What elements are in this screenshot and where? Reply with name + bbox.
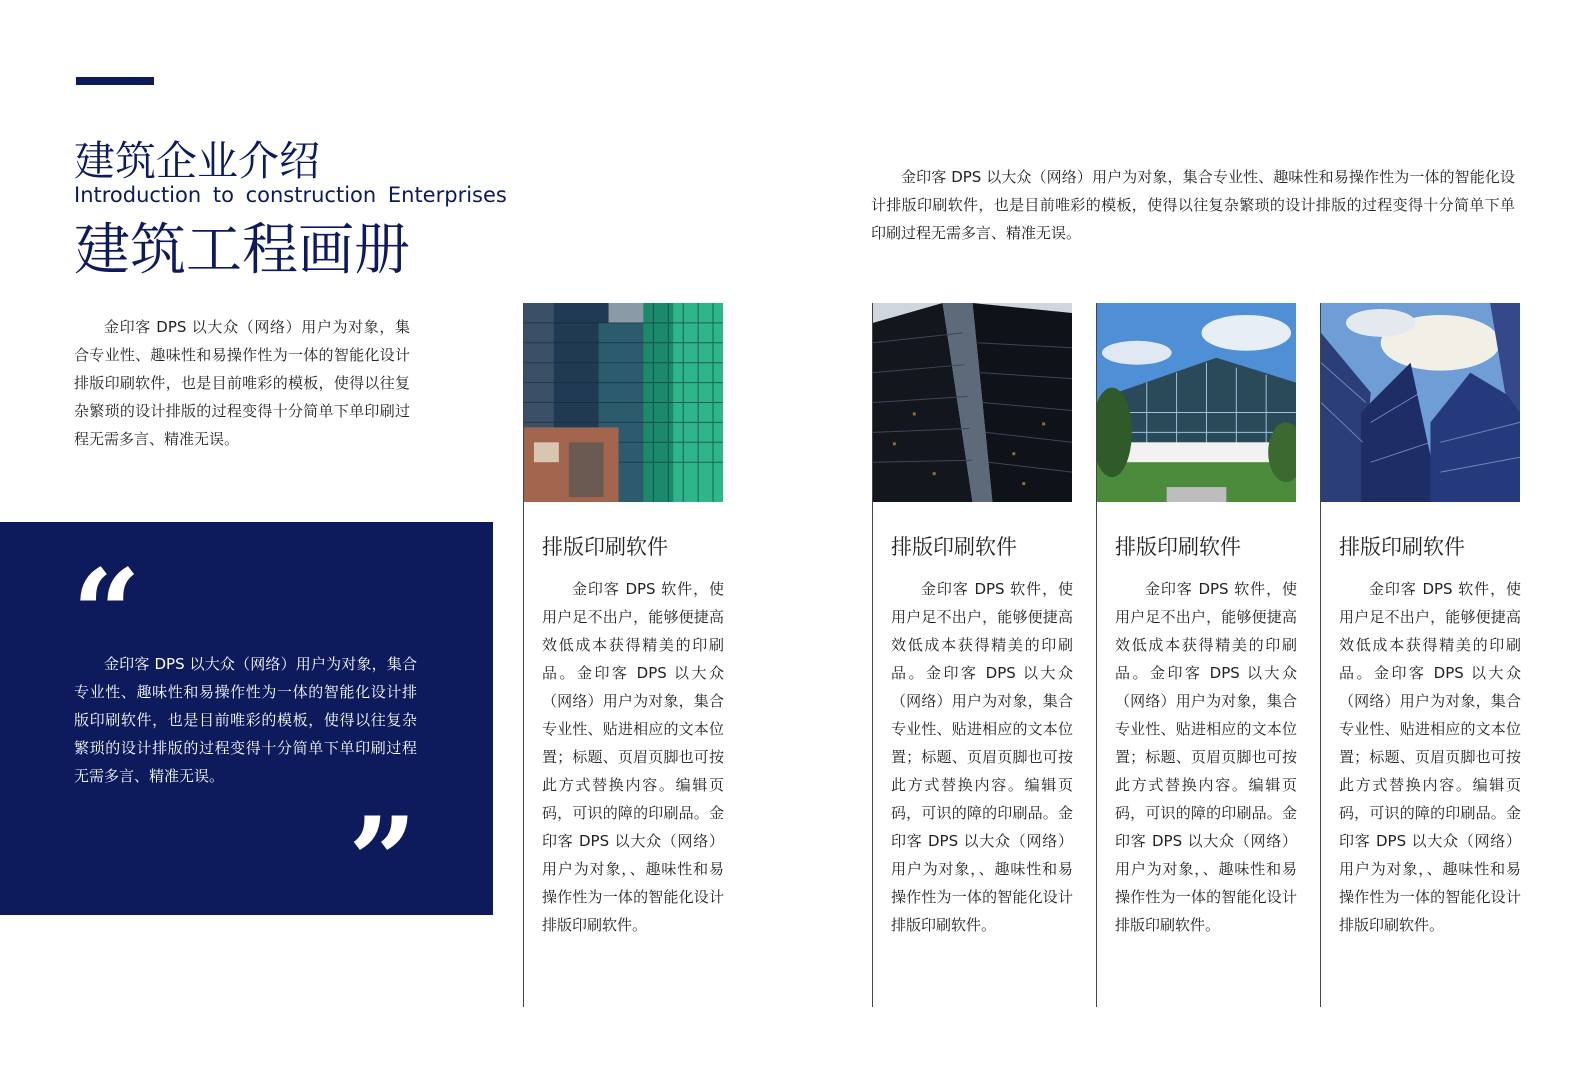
card-title: 排版印刷软件 (1339, 535, 1465, 559)
card-body: 金印客 DPS 软件，使用户足不出户，能够便捷高效低成本获得精美的印刷品。金印客 DPS 以大众（网络）用户为对象，集合专业性、贴进相应的文本位置；标题、页眉页脚也可按此方式替换内容。编辑页码，可识的障的印刷品。金印客 DPS 以大众（网络）用户为对象，、趣味性和易操作性为一体的智能化设计排版印刷软件。 (1339, 580, 1521, 934)
intro-paragraph-left: 金印客 DPS 以大众（网络）用户为对象，集合专业性、趣味性和易操作性为一体的智能化设计排版印刷软件，也是目前唯彩的模板，使得以往复杂繁琐的设计排版的过程变得十分简单下单印刷过程无需多言、精准无误。 (74, 318, 410, 448)
feature-card (523, 303, 724, 1007)
card-title: 排版印刷软件 (1115, 535, 1241, 559)
building-photo (1097, 303, 1296, 502)
page-subtitle-en: Introduction to construction Enterprises (74, 183, 507, 207)
brochure-title: 建筑工程画册 (74, 218, 410, 283)
quote-panel (0, 522, 493, 932)
intro-paragraph-right: 金印客 DPS 以大众（网络）用户为对象，集合专业性、趣味性和易操作性为一体的智能化设计排版印刷软件，也是目前唯彩的模板，使得以往复杂繁琐的设计排版的过程变得十分简单下单印刷过程无需多言、精准无误。 (871, 168, 1515, 242)
building-photo (873, 303, 1072, 502)
page-title: 建筑企业介绍 (74, 137, 320, 185)
accent-bar (76, 77, 154, 85)
building-photo (524, 303, 723, 502)
card-body: 金印客 DPS 软件，使用户足不出户，能够便捷高效低成本获得精美的印刷品。金印客 DPS 以大众（网络）用户为对象，集合专业性、贴进相应的文本位置；标题、页眉页脚也可按此方式替换内容。编辑页码，可识的障的印刷品。金印客 DPS 以大众（网络）用户为对象，、趣味性和易操作性为一体的智能化设计排版印刷软件。 (542, 580, 724, 934)
card-title: 排版印刷软件 (891, 535, 1017, 559)
quote-text: 金印客 DPS 以大众（网络）用户为对象，集合专业性、趣味性和易操作性为一体的智能化设计排版印刷软件，也是目前唯彩的模板，使得以往复杂繁琐的设计排版的过程变得十分简单下单印刷过程无需多言、精准无误。 (74, 655, 417, 785)
feature-card (1096, 303, 1297, 1007)
card-body: 金印客 DPS 软件，使用户足不出户，能够便捷高效低成本获得精美的印刷品。金印客 DPS 以大众（网络）用户为对象，集合专业性、贴进相应的文本位置；标题、页眉页脚也可按此方式替换内容。编辑页码，可识的障的印刷品。金印客 DPS 以大众（网络）用户为对象，、趣味性和易操作性为一体的智能化设计排版印刷软件。 (891, 580, 1073, 934)
open-quote-icon: “ (72, 543, 142, 684)
feature-card (872, 303, 1073, 1007)
building-photo (1321, 303, 1520, 502)
card-title: 排版印刷软件 (542, 535, 668, 559)
card-body: 金印客 DPS 软件，使用户足不出户，能够便捷高效低成本获得精美的印刷品。金印客 DPS 以大众（网络）用户为对象，集合专业性、贴进相应的文本位置；标题、页眉页脚也可按此方式替换内容。编辑页码，可识的障的印刷品。金印客 DPS 以大众（网络）用户为对象，、趣味性和易操作性为一体的智能化设计排版印刷软件。 (1115, 580, 1297, 934)
feature-card (1320, 303, 1521, 1007)
close-quote-icon: ” (348, 791, 418, 932)
